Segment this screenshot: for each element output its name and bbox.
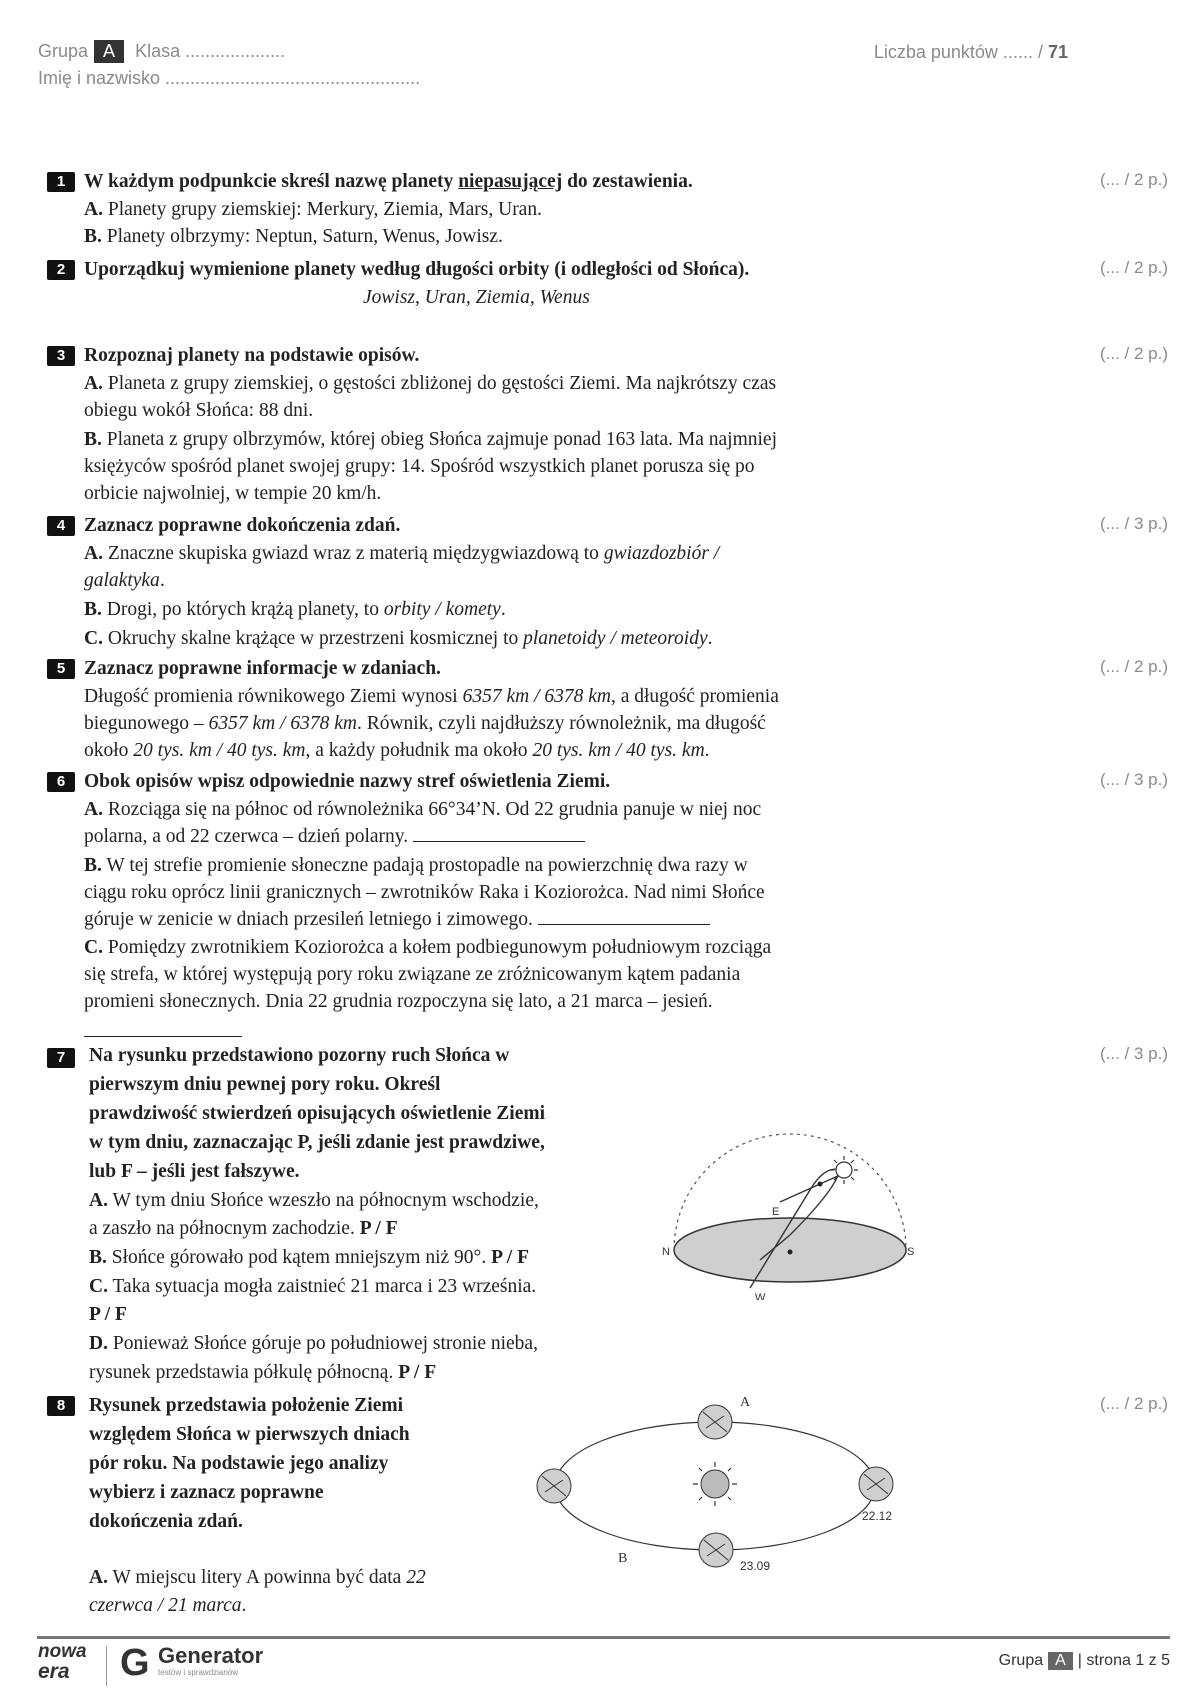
option-b <box>84 426 777 453</box>
points-q3: (... / 2 p.) <box>1099 344 1168 363</box>
true-false-choice[interactable]: P / F <box>89 1304 127 1325</box>
sun-path-diagram <box>660 1120 920 1300</box>
footer-group-badge: A <box>1048 1652 1073 1670</box>
choice-text[interactable]: orbity / komety <box>383 599 501 620</box>
logo-divider <box>106 1646 107 1686</box>
option-c <box>84 934 771 961</box>
statement-d-cont <box>89 1359 436 1386</box>
question-title-line: dokończenia zdań. <box>89 1511 243 1532</box>
text: Długość promienia równikowego Ziemi wynosi <box>84 686 463 707</box>
statement-d <box>89 1330 538 1357</box>
option-b-cont: księżyców spośród planet swojej grupy: 14. Spośród wszystkich planet porusza się po <box>84 456 755 477</box>
option-b <box>84 596 506 623</box>
option-a <box>89 1564 426 1591</box>
option-letter: C. <box>84 937 103 958</box>
direction-e: E <box>772 1206 780 1218</box>
option-b <box>84 852 748 879</box>
option-text: polarna, a od 22 czerwca – dzień polarny. <box>84 826 409 847</box>
option-b-cont <box>84 906 710 933</box>
option-letter: B. <box>84 855 102 876</box>
text: biegunowego – <box>84 713 209 734</box>
option-text: Planety olbrzymy: Neptun, Saturn, Wenus, Jowisz. <box>106 226 503 247</box>
answer-blank[interactable] <box>84 1018 242 1037</box>
sentence-line <box>84 710 766 737</box>
sentence-line <box>84 737 710 764</box>
question-number: 7 <box>47 1048 75 1068</box>
earth-orbit-diagram <box>530 1392 910 1572</box>
generator-subtext: testów i sprawdzianów <box>158 1668 239 1677</box>
punctuation: . <box>704 740 710 761</box>
true-false-choice[interactable]: P / F <box>491 1247 529 1268</box>
points-q7: (... / 3 p.) <box>1099 1044 1168 1063</box>
text: około <box>84 740 134 761</box>
direction-n: N <box>662 1246 670 1258</box>
question-title-line: pierwszym dniu pewnej pory roku. Określ <box>89 1074 441 1095</box>
earth-icon <box>537 1469 571 1503</box>
generator-text: Generator <box>158 1643 264 1668</box>
option-text: Pomiędzy zwrotnikiem Koziorożca a kołem podbiegunowym południowym rozciąga <box>107 937 772 958</box>
option-letter: C. <box>84 628 103 649</box>
punctuation: . <box>707 628 713 649</box>
class-field: Klasa .................... <box>135 41 286 61</box>
points-q8: (... / 2 p.) <box>1099 1394 1168 1413</box>
option-text: rysunek przedstawia półkulę północną. <box>89 1362 394 1383</box>
statement-c-choice <box>89 1301 127 1328</box>
option-letter: B. <box>84 226 102 247</box>
punctuation: . <box>241 1595 247 1616</box>
option-text: Planety grupy ziemskiej: Merkury, Ziemia, Mars, Uran. <box>107 199 542 220</box>
group-badge: A <box>94 40 124 63</box>
question-number: 3 <box>47 346 75 366</box>
question-number: 5 <box>47 659 75 679</box>
earth-icon <box>699 1533 733 1567</box>
question-title-line: Rysunek przedstawia położenie Ziemi <box>89 1395 404 1416</box>
group-field <box>38 40 285 63</box>
title-underlined: niepasującej <box>458 171 563 192</box>
option-letter: C. <box>89 1276 108 1297</box>
option-a-cont: obiegu wokół Słońca: 88 dni. <box>84 400 314 421</box>
question-title: Obok opisów wpisz odpowiednie nazwy stref oświetlenia Ziemi. <box>84 771 611 792</box>
option-b-cont: orbicie najwolniej, w tempie 20 km/h. <box>84 483 382 504</box>
points-q5: (... / 2 p.) <box>1099 657 1168 676</box>
question-number: 6 <box>47 772 75 792</box>
answer-blank[interactable] <box>413 823 585 842</box>
sentence-line <box>84 683 779 710</box>
earth-icon <box>698 1405 732 1439</box>
path-marker <box>818 1182 823 1187</box>
option-b-cont: ciągu roku oprócz linii granicznych – zwrotników Raka i Koziorożca. Nad nimi Słońce <box>84 882 765 903</box>
option-c <box>84 625 712 652</box>
question-title-line: w tym dniu, zaznaczając P, jeśli zdanie jest prawdziwe, <box>89 1132 545 1153</box>
option-letter: D. <box>89 1333 108 1354</box>
option-b <box>84 223 503 250</box>
question-title <box>84 168 693 196</box>
question-number: 4 <box>47 516 75 536</box>
question-title-line: względem Słońca w pierwszych dniach <box>89 1424 410 1445</box>
direction-w: W <box>755 1292 766 1300</box>
sun-icon <box>830 1156 858 1184</box>
option-letter: A. <box>84 199 103 220</box>
question-title-line: prawdziwość stwierdzeń opisujących oświetlenie Ziemi <box>89 1103 546 1124</box>
question-title-line: Na rysunku przedstawiono pozorny ruch Słońca w <box>89 1045 510 1066</box>
option-c-cont: promieni słonecznych. Dnia 22 grudnia rozpoczyna się lato, a 21 marca – jesień. <box>84 991 713 1012</box>
option-text: Planeta z grupy olbrzymów, której obieg Słońca zajmuje ponad 163 lata. Ma najmniej <box>106 429 777 450</box>
option-text: W tym dniu Słońce wzeszło na północnym wschodzie, <box>112 1190 539 1211</box>
option-c-blank-line <box>84 1018 242 1045</box>
name-field: Imię i nazwisko ................................................... <box>38 68 421 88</box>
question-title-line: pór roku. Na podstawie jego analizy <box>89 1453 389 1474</box>
option-a-cont <box>84 823 585 850</box>
direction-s: S <box>907 1246 915 1258</box>
question-number: 1 <box>47 172 75 192</box>
answer-blank[interactable] <box>538 906 710 925</box>
statement-c <box>89 1273 536 1300</box>
footer-page-info <box>999 1652 1170 1670</box>
option-letter: B. <box>84 599 102 620</box>
points-total <box>874 42 1068 63</box>
option-letter: A. <box>84 799 103 820</box>
choice-text[interactable]: 20 tys. km / 40 tys. km <box>532 740 705 761</box>
option-text: Taka sytuacja mogła zaistnieć 21 marca i 23 września. <box>112 1276 537 1297</box>
question-number: 8 <box>47 1396 75 1416</box>
title-part: do zestawienia. <box>562 171 693 192</box>
option-letter: B. <box>84 429 102 450</box>
earth-icon <box>859 1467 893 1501</box>
option-a <box>84 796 761 823</box>
date-label: 23.09 <box>740 1559 771 1572</box>
text: . Równik, czyli najdłuższy równoleżnik, ma długość <box>356 713 766 734</box>
choice-text[interactable]: 22 <box>406 1567 426 1588</box>
statement-a-cont <box>89 1215 398 1242</box>
question-title: Zaznacz poprawne informacje w zdaniach. <box>84 658 441 679</box>
points-q2: (... / 2 p.) <box>1099 258 1168 277</box>
true-false-choice[interactable]: P / F <box>398 1362 437 1383</box>
question-title: Zaznacz poprawne dokończenia zdań. <box>84 515 401 536</box>
statement-a <box>89 1187 539 1214</box>
option-letter: B. <box>89 1247 107 1268</box>
question-title-line: wybierz i zaznacz poprawne <box>89 1482 324 1503</box>
label-b: B <box>618 1551 628 1566</box>
option-text: a zaszło na północnym zachodzie. <box>89 1218 355 1239</box>
option-text: Rozciąga się na północ od równoleżnika 66°34’N. Od 22 grudnia panuje w niej noc <box>107 799 762 820</box>
label-a: A <box>740 1395 751 1410</box>
group-label: Grupa <box>38 41 89 61</box>
option-text: Ponieważ Słońce góruje po południowej stronie nieba, <box>112 1333 538 1354</box>
points-total-value: 71 <box>1047 42 1068 62</box>
page-number: | strona 1 z 5 <box>1077 1652 1170 1669</box>
choice-text[interactable]: 6357 km / 6378 km <box>462 686 611 707</box>
text: , a każdy południk ma około <box>305 740 533 761</box>
option-text: góruje w zenicie w dniach przesileń letniego i zimowego. <box>84 909 533 930</box>
choice-text[interactable]: planetoidy / meteoroidy <box>523 628 708 649</box>
option-a-cont <box>89 1592 246 1619</box>
nowa-era-logo <box>38 1642 87 1682</box>
points-label: Liczba punktów ...... / <box>873 42 1043 62</box>
footer-group-label: Grupa <box>998 1652 1044 1669</box>
option-letter: A. <box>84 543 103 564</box>
logo-text: era <box>38 1660 70 1683</box>
generator-logo <box>120 1644 263 1682</box>
choice-text[interactable]: czerwca / 21 marca <box>89 1595 242 1616</box>
date-label: 22.12 <box>862 1509 893 1523</box>
option-text: Okruchy skalne krążące w przestrzeni kosmicznej to <box>107 628 524 649</box>
choice-text[interactable]: gwiazdozbiór / <box>603 543 720 564</box>
option-text: Słońce górowało pod kątem mniejszym niż 90°. <box>111 1247 487 1268</box>
question-title: Rozpoznaj planety na podstawie opisów. <box>84 345 420 366</box>
title-part: W każdym podpunkcie skreśl nazwę planety <box>84 171 459 192</box>
question-number: 2 <box>47 260 75 280</box>
question-title: Uporządkuj wymienione planety według długości orbity (i odległości od Słońca). <box>84 259 750 280</box>
question-title-line: lub F – jeśli jest fałszywe. <box>89 1161 300 1182</box>
option-letter: A. <box>84 373 103 394</box>
statement-b <box>89 1244 529 1271</box>
option-a <box>84 540 719 567</box>
true-false-choice[interactable]: P / F <box>359 1218 398 1239</box>
option-text: W tej strefie promienie słoneczne padają prostopadle na powierzchnię dwa razy w <box>106 855 748 876</box>
points-q4: (... / 3 p.) <box>1099 514 1168 533</box>
text: , a długość promienia <box>610 686 779 707</box>
sun-icon <box>693 1462 737 1506</box>
planet-list: Jowisz, Uran, Ziemia, Wenus <box>363 287 590 308</box>
choice-text[interactable]: 20 tys. km / 40 tys. km <box>133 740 306 761</box>
option-text: Planeta z grupy ziemskiej, o gęstości zbliżonej do gęstości Ziemi. Ma najkrótszy czas <box>107 373 777 394</box>
points-q1: (... / 2 p.) <box>1099 170 1168 189</box>
generator-g-icon: G <box>120 1642 150 1684</box>
option-a <box>84 196 542 223</box>
choice-text[interactable]: 6357 km / 6378 km <box>208 713 357 734</box>
option-text: Znaczne skupiska gwiazd wraz z materią międzygwiazdową to <box>107 543 604 564</box>
choice-text[interactable]: galaktyka <box>84 570 160 591</box>
option-a-cont <box>84 567 165 594</box>
path-marker <box>788 1250 793 1255</box>
option-a <box>84 370 776 397</box>
option-letter: A. <box>89 1190 108 1211</box>
punctuation: . <box>159 570 165 591</box>
logo-text: nowa <box>38 1641 87 1662</box>
points-q6: (... / 3 p.) <box>1099 770 1168 789</box>
punctuation: . <box>500 599 506 620</box>
option-text: W miejscu litery A powinna być data <box>112 1567 407 1588</box>
option-letter: A. <box>89 1567 108 1588</box>
footer-divider <box>37 1636 1170 1639</box>
option-text: Drogi, po których krążą planety, to <box>106 599 384 620</box>
option-c-cont: się strefa, w której występują pory roku związane ze zróżnicowanym kątem padania <box>84 964 741 985</box>
